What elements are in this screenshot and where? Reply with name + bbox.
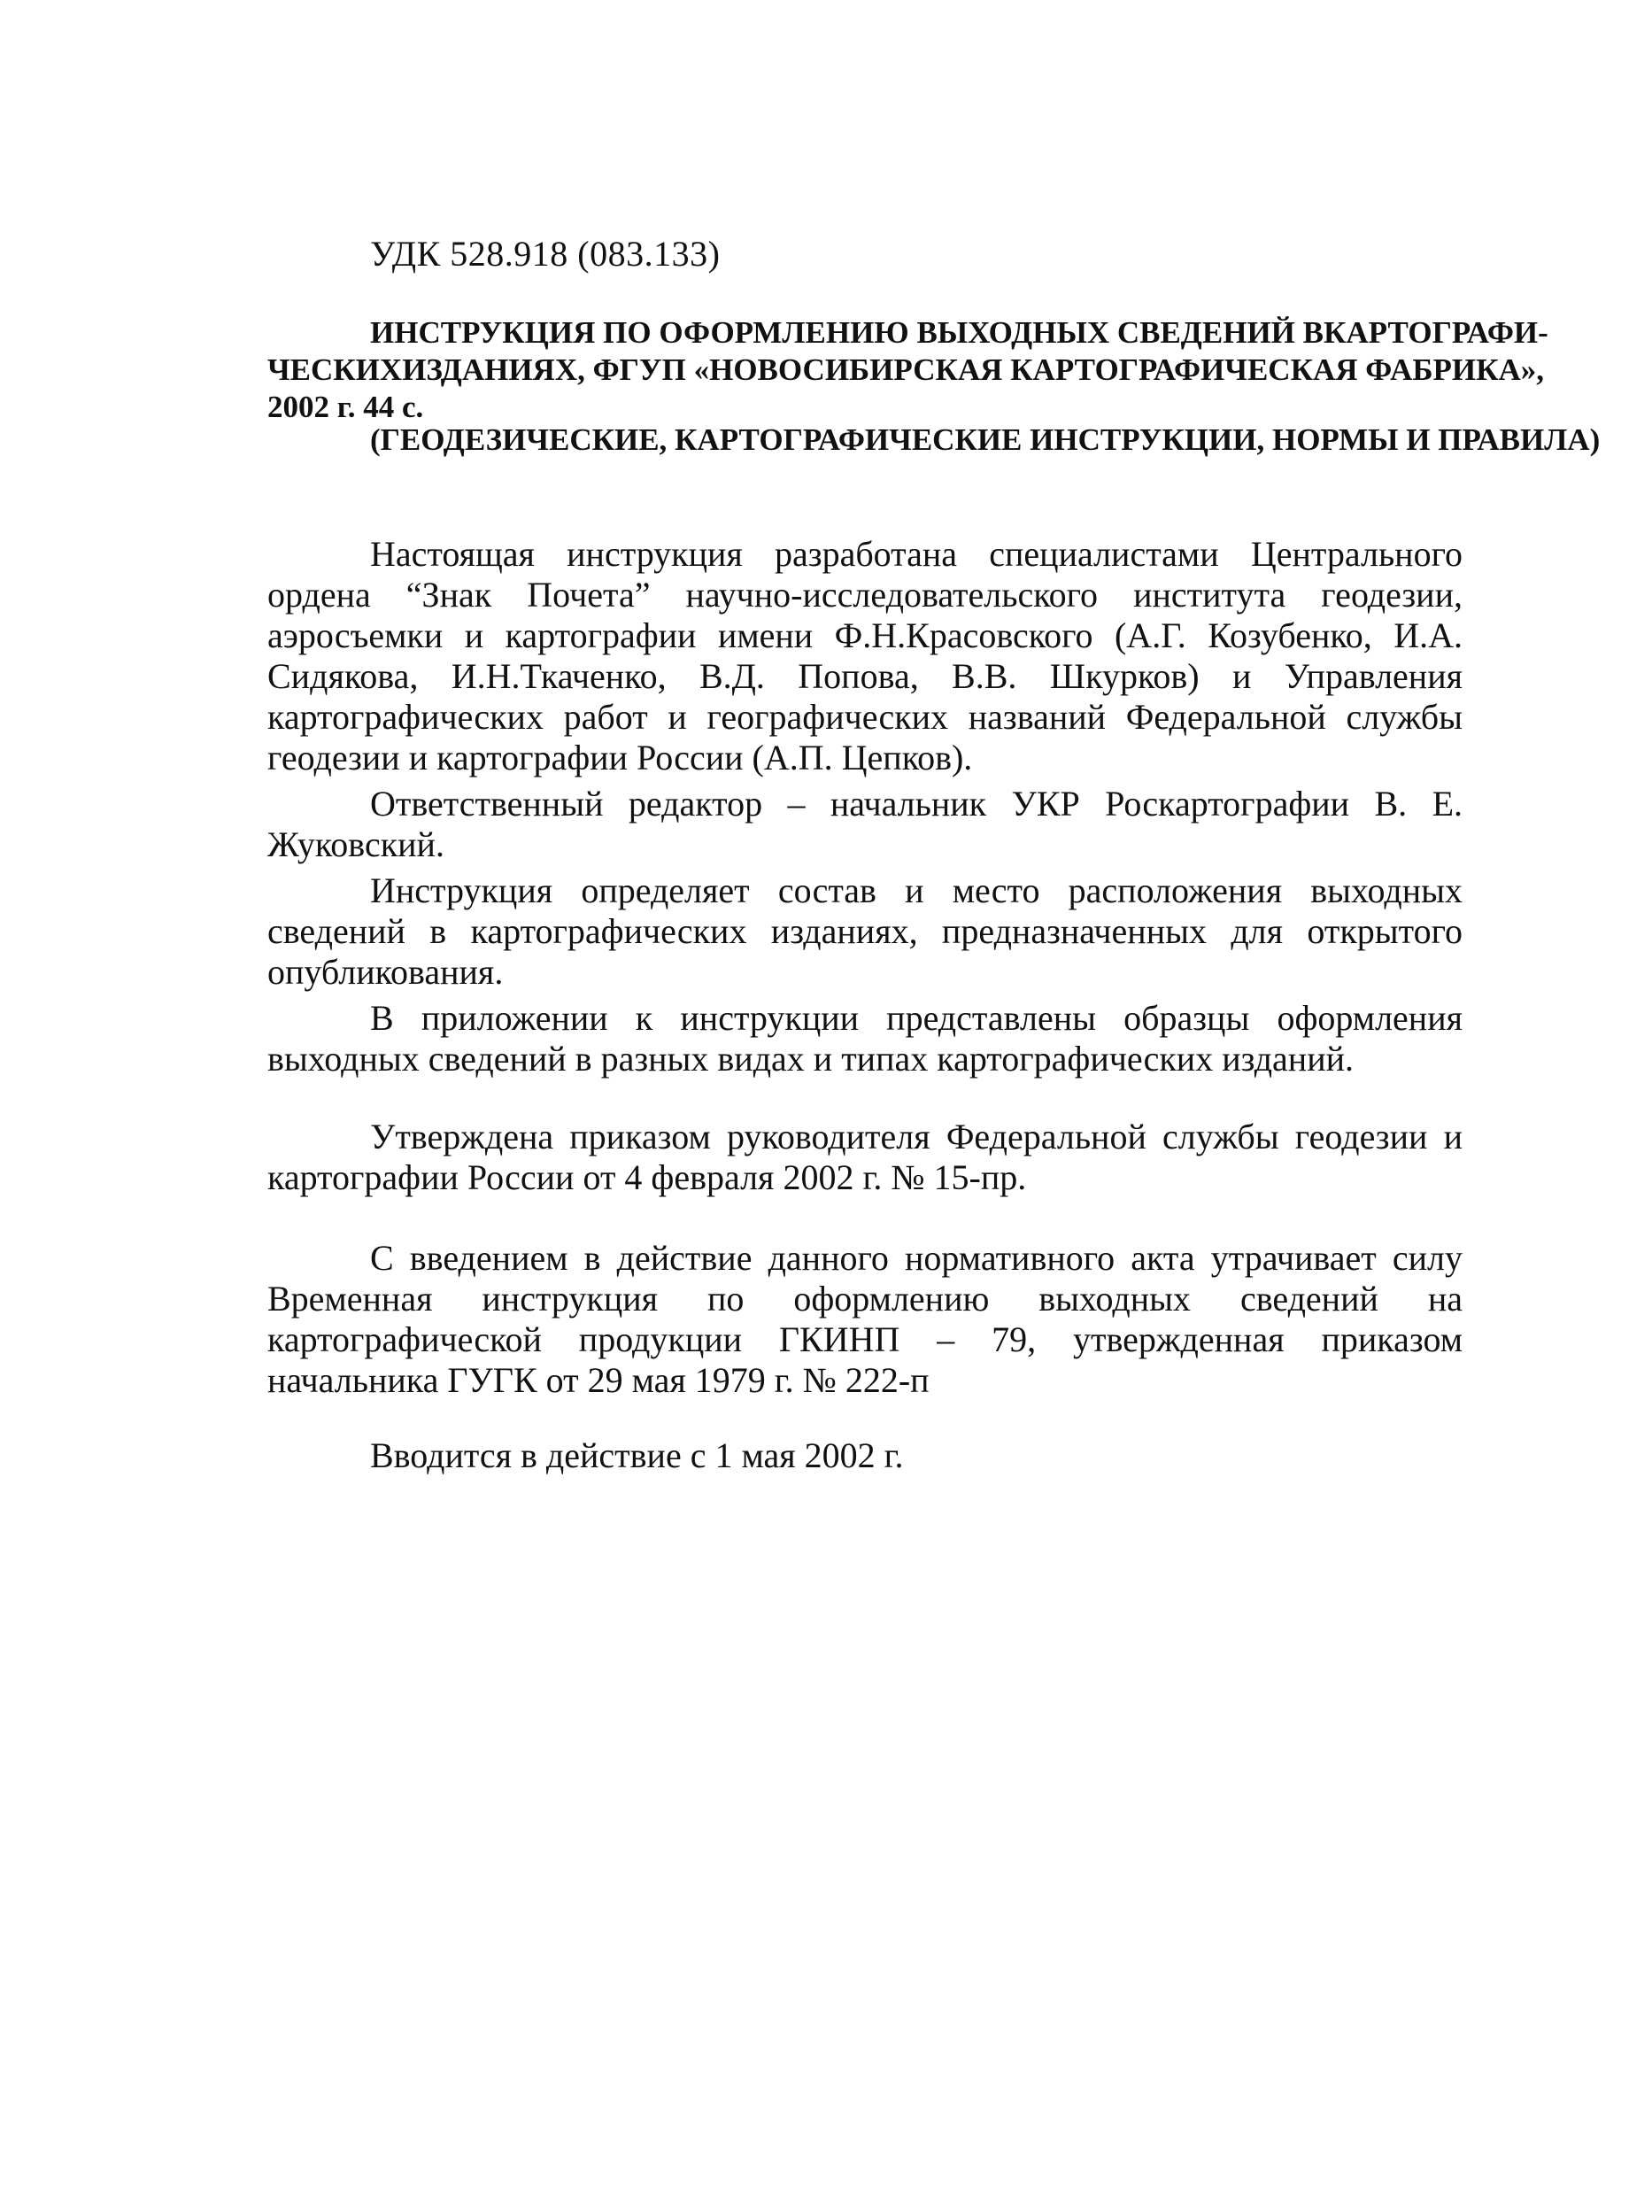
- title-line-2: [267, 352, 1545, 389]
- udk-code: УДК 528.918 (083.133): [370, 234, 721, 274]
- title-line-1-left: ИНСТРУКЦИЯ ПО ОФОРМЛЕНИЮ ВЫХОДНЫХ СВЕДЕНИЙ В: [370, 315, 1324, 350]
- title-line-2-left: ЧЕСКИХ: [267, 352, 403, 387]
- intro-paragraph-authors: Настоящая инструкция разработана специалистами Центрального ордена “Знак Почета” научно-исследовательского института геодезии, аэросъемки и картографии имени Ф.Н.Красовского (А.Г. Козубенко, И.А. Сидякова, И.Н.Ткаченко, В.Д. Попова, В.В. Шкурков) и Управления картографических работ и географических названий Федеральной службы геодезии и картографии России (А.П. Цепков).: [267, 534, 1463, 777]
- intro-paragraph-editor: Ответственный редактор – начальник УКР Роскартографии В. Е. Жуковский.: [267, 784, 1463, 864]
- title-line-2-right: ИЗДАНИЯХ, ФГУП «НОВОСИБИРСКАЯ КАРТОГРАФИЧЕСКАЯ ФАБРИКА»,: [402, 352, 1545, 387]
- intro-section: [267, 534, 1463, 1079]
- effective-date-paragraph: Вводится в действие с 1 мая 2002 г.: [370, 1435, 904, 1475]
- approval-paragraph: Утверждена приказом руководителя Федеральной службы геодезии и картографии России от 4 февраля 2002 г. № 15-пр.: [267, 1117, 1463, 1197]
- document-title: [267, 314, 1548, 426]
- replacement-paragraph: С введением в действие данного нормативного акта утрачивает силу Временная инструкция по оформлению выходных сведений на картографической продукции ГКИНП – 79, утвержденная приказом начальника ГУГК от 29 мая 1979 г. № 222-п: [267, 1238, 1463, 1400]
- title-line-1: [267, 314, 1548, 352]
- series-title: (ГЕОДЕЗИЧЕСКИЕ, КАРТОГРАФИЧЕСКИЕ ИНСТРУКЦИИ, НОРМЫ И ПРАВИЛА): [370, 422, 1601, 457]
- intro-paragraph-appendix: В приложении к инструкции представлены образцы оформления выходных сведений в разных видах и типах картографических изданий.: [267, 998, 1463, 1079]
- title-line-3: 2002 г. 44 с.: [267, 390, 424, 424]
- title-line-1-right: КАРТОГРАФИ-: [1324, 315, 1548, 350]
- approval-section: [267, 1117, 1463, 1198]
- intro-paragraph-scope: Инструкция определяет состав и место расположения выходных сведений в картографических изданиях, предназначенных для открытого опубликования.: [267, 870, 1463, 992]
- effective-date-section: [267, 1435, 1463, 1476]
- replacement-section: [267, 1238, 1463, 1401]
